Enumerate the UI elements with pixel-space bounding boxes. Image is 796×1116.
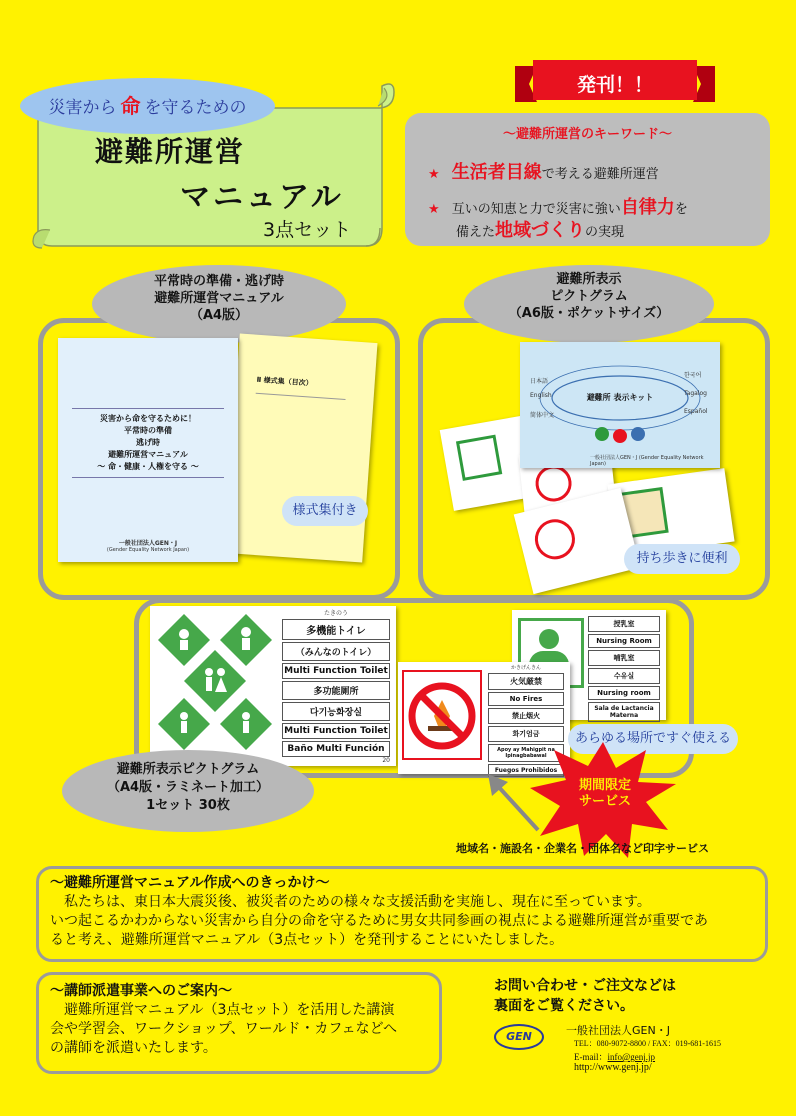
divider <box>256 393 346 400</box>
keyword-2-post: を <box>674 202 688 217</box>
phone-icon <box>456 435 502 481</box>
keyword-item-1 <box>428 158 659 184</box>
manual-cover <box>58 338 238 562</box>
toilet-label-ko: 다기능화장실 <box>282 702 390 721</box>
lecturer-line3: の講師を派遣いたします。 <box>50 1040 217 1056</box>
kit-cover <box>520 342 720 468</box>
origin-line2: いつ起こるかわからない災害から自分の命を守るために男女共同参画の視点による避難所運営が重要であ <box>50 913 708 929</box>
fire-label-zh: 禁止烟火 <box>488 708 564 724</box>
lang-ko: 한국어 <box>684 372 702 379</box>
cover-line2: 平常時の準備 <box>124 426 172 435</box>
lang-es: Español <box>684 408 708 415</box>
toilet-label-ja-sub: （みんなのトイレ） <box>282 642 390 661</box>
lang-tl: Tagalog <box>684 390 707 397</box>
keyword-2b-red: 地域づくり <box>495 220 586 241</box>
origin-line3: ると考え、避難所運営マニュアル（3点セット）を発刊することにいたしました。 <box>50 932 564 948</box>
fire-label-ja: 火気厳禁 <box>488 673 564 690</box>
kit-title: 避難所 表示キット <box>586 393 654 402</box>
keyword-2b-post: の実現 <box>585 225 625 240</box>
page-number: 20 <box>382 757 390 764</box>
contact-tel: TEL：080-9072-8800 / FAX：019-681-1615 <box>574 1039 721 1048</box>
toilet-label-ja: 多機能トイレ <box>282 619 390 640</box>
toilet-label-tl: Multi Function Toilet <box>282 723 390 739</box>
anywhere-callout: あらゆる場所ですぐ使える <box>568 724 738 754</box>
origin-line1: 私たちは、東日本大震災後、被災者のための様々な支援活動を実施し、現在に至っています。 <box>64 894 651 910</box>
cover-line5: ～ 命・健康・人権を守る ～ <box>97 462 199 471</box>
keyword-item-2-line2 <box>456 216 624 242</box>
a4-oval-line3: 1セット 30枚 <box>146 798 230 813</box>
lecturer-heading: ～講師派遣事業へのご案内～ <box>50 983 232 999</box>
lecturer-line2: 会や学習会、ワークショップ、ワールド・カフェなどへ <box>50 1021 398 1037</box>
kit-org: 一般社団法人GEN・J (Gender Equality Network Japan) <box>590 455 704 467</box>
pict-oval-line2: ピクトグラム <box>550 289 628 304</box>
limited-burst-text <box>565 778 645 810</box>
toilet-pictograms <box>154 610 276 760</box>
burst-line2: サービス <box>578 794 631 809</box>
cover-org-en: (Gender Equality Network Japan) <box>106 547 190 553</box>
pict-oval <box>464 265 714 343</box>
toilet-labels <box>278 608 394 759</box>
title-line1: 避難所運営 <box>95 135 246 168</box>
keyword-heading: ～避難所運営のキーワード～ <box>502 127 672 142</box>
subtitle-pre: 災害から <box>48 98 117 118</box>
nursing-labels <box>584 614 664 724</box>
no-fire-icon <box>531 515 579 563</box>
lang-ja: 日本語 <box>530 378 549 385</box>
manual-oval <box>92 265 346 343</box>
kit-orbit <box>520 342 720 468</box>
a4-oval-line2: （A4版・ラミネート加工） <box>106 780 270 795</box>
print-service: 地域名・施設名・企業名・団体名など印字サービス <box>456 842 709 855</box>
keyword-1-red: 生活者目線 <box>451 162 542 183</box>
title-line2: マニュアル <box>180 180 344 215</box>
toilet-ruby: たきのう <box>323 610 348 617</box>
fire-label-es: Fuegos Prohibidos <box>488 764 564 777</box>
nursing-label-tl: Nursing room <box>588 686 660 700</box>
star-icon: ★ <box>428 167 440 182</box>
keyword-2b-pre: 備えた <box>456 225 496 240</box>
a4-oval <box>62 750 314 832</box>
keyword-2-pre: 互いの知恵と力で災害に強い <box>451 202 621 217</box>
nursing-label-ko: 수유실 <box>588 668 660 684</box>
toilet-label-en: Multi Function Toilet <box>282 663 390 679</box>
cover-org: 一般社団法人GEN・J <box>118 540 178 547</box>
nursing-label-zh: 哺乳室 <box>588 650 660 666</box>
contact-org: 一般社団法人GEN・J <box>566 1024 670 1037</box>
keyword-2-red: 自律力 <box>620 197 675 218</box>
forms-sheet <box>224 333 377 562</box>
origin-content <box>50 874 760 950</box>
lecturer-content <box>50 982 430 1058</box>
toilet-sheet <box>150 606 396 766</box>
contact-line2: 裏面をご覧ください。 <box>494 998 634 1014</box>
subtitle-post: を守るための <box>144 98 247 118</box>
gen-logo-icon: GEN <box>494 1024 544 1050</box>
pocket-callout: 持ち歩きに便利 <box>624 544 740 574</box>
fire-label-ko: 화기엄금 <box>488 726 564 742</box>
forms-callout: 様式集付き <box>282 496 368 526</box>
manual-oval-line2: 避難所運営マニュアル <box>154 291 284 306</box>
contact-url[interactable]: http://www.genj.jp/ <box>574 1062 652 1073</box>
origin-heading: ～避難所運営マニュアル作成へのきっかけ～ <box>50 875 330 891</box>
release-banner-text: 発刊！！ <box>576 74 653 96</box>
contact-line1: お問い合わせ・ご注文などは <box>494 978 676 994</box>
forms-title: Ⅱ 様式集（目次） <box>256 375 313 388</box>
no-fire-pictogram <box>402 670 484 762</box>
pict-oval-line1: 避難所表示 <box>556 272 622 287</box>
pict-oval-line3: （A6版・ポケットサイズ） <box>508 306 670 321</box>
nursing-label-es: Sala de Lactancia Materna <box>588 702 660 722</box>
fire-ruby: かきげんきん <box>510 665 541 671</box>
no-phone-icon <box>534 464 574 504</box>
nursing-label-en: Nursing Room <box>588 634 660 648</box>
lang-zh: 简体中文 <box>530 412 555 419</box>
subtitle-ellipse <box>20 78 275 134</box>
nursing-label-ja: 授乳室 <box>588 616 660 632</box>
title-line3: 3点セット <box>263 219 352 241</box>
lang-en: English <box>530 392 552 399</box>
fire-label-tl: Apoy ay Mahigpit na Ipinagbabawal <box>488 744 564 762</box>
lecturer-line1: 避難所運営マニュアル（3点セット）を活用した講演 <box>64 1002 395 1018</box>
email-link[interactable]: info@genj.jp <box>607 1052 656 1062</box>
arrow-icon <box>478 770 548 840</box>
a4-oval-line1: 避難所表示ピクトグラム <box>116 762 260 777</box>
email-label: E-mail： <box>574 1052 608 1062</box>
manual-oval-line3: （A4版） <box>189 308 249 323</box>
star-icon: ★ <box>428 202 440 217</box>
toilet-label-zh: 多功能厕所 <box>282 681 390 700</box>
keyword-1-rest: で考える避難所運営 <box>541 167 659 182</box>
toilet-label-es: Baño Multi Función <box>282 741 390 757</box>
cover-line4: 避難所運営マニュアル <box>108 450 188 459</box>
contact-note <box>494 976 676 1016</box>
burst-line1: 期間限定 <box>578 778 631 793</box>
fire-label-en: No Fires <box>488 692 564 706</box>
cover-line1: 災害から命を守るために！ <box>100 414 196 423</box>
manual-oval-line1: 平常時の準備・逃げ時 <box>153 274 284 289</box>
cover-line3: 逃げ時 <box>136 438 160 447</box>
subtitle-life: 命 <box>120 94 141 118</box>
